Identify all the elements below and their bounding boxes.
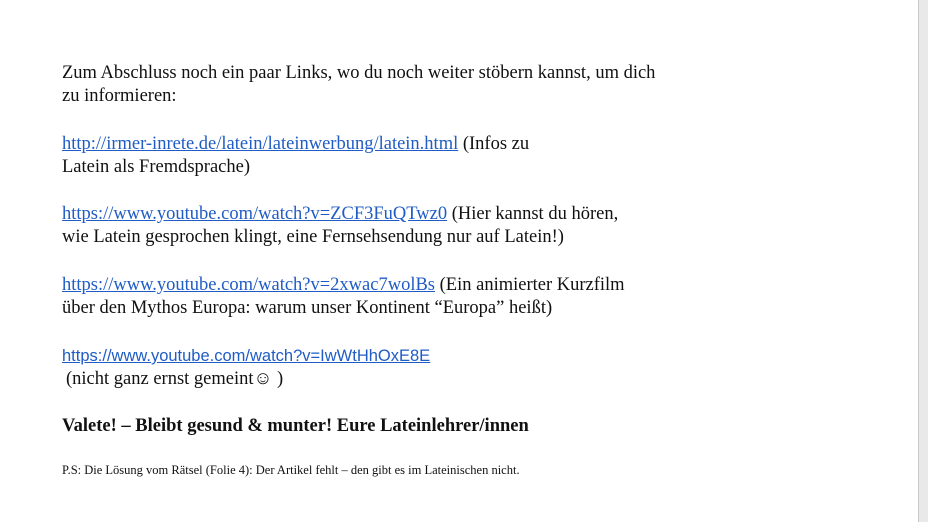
intro-line-2: zu informieren: (62, 86, 177, 106)
latin-broadcast-video-link[interactable]: https://www.youtube.com/watch?v=ZCF3FuQTwz0 (62, 204, 448, 224)
postscript: P.S: Die Lösung vom Rätsel (Folie 4): Der Artikel fehlt – den gibt es im Lateinischen nicht. (62, 463, 520, 477)
europa-film-description-cont: über den Mythos Europa: warum unser Kontinent “Europa” heißt) (62, 298, 553, 318)
intro-paragraph (62, 62, 655, 108)
link-paragraph-latin-broadcast (62, 203, 618, 249)
intro-line-1: Zum Abschluss noch ein paar Links, wo du noch weiter stöbern kannst, um dich (62, 63, 656, 83)
europa-film-video-link[interactable]: https://www.youtube.com/watch?v=2xwac7wolBs (62, 275, 436, 295)
latein-info-description: (Infos zu (458, 134, 530, 154)
latein-info-description-cont: Latein als Fremdsprache) (62, 157, 251, 177)
latin-broadcast-description: (Hier kannst du hören, (447, 204, 619, 224)
latein-info-link[interactable]: http://irmer-inrete.de/latein/lateinwerbung/latein.html (62, 134, 459, 154)
link-paragraph-europa-film (62, 274, 625, 320)
link-paragraph-fun-video (62, 345, 430, 391)
page-edge-divider (918, 0, 928, 522)
closing-line: Valete! – Bleibt gesund & munter! Eure Lateinlehrer/innen (62, 416, 529, 436)
europa-film-description: (Ein animierter Kurzfilm (435, 275, 625, 295)
latin-broadcast-description-cont: wie Latein gesprochen klingt, eine Fernsehsendung nur auf Latein!) (62, 227, 564, 247)
fun-video-description: (nicht ganz ernst gemeint☺ ) (66, 369, 284, 389)
fun-video-link[interactable]: https://www.youtube.com/watch?v=IwWtHhOxE8E (62, 347, 431, 365)
link-paragraph-latein-info (62, 133, 529, 179)
